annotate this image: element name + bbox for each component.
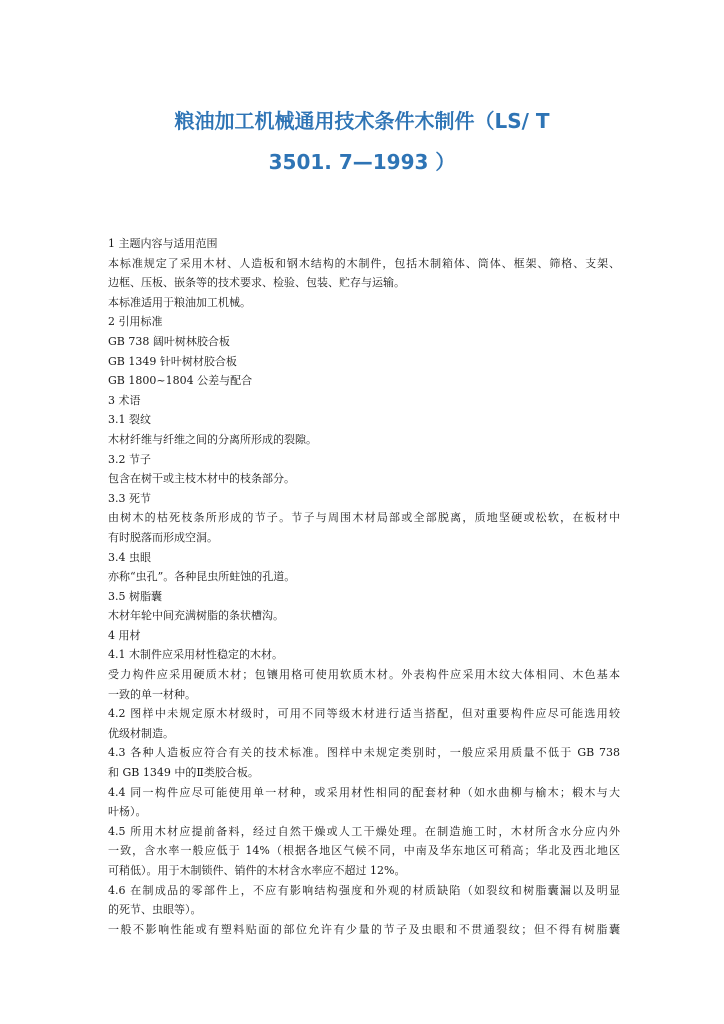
body-line: 3.3 死节 (108, 491, 151, 505)
body-line: 由树木的枯死枝条所形成的节子。节子与周围木材局部或全部脱离，质地坚硬或松软，在板材中 (108, 511, 620, 525)
body-line: 亦称“虫孔”。各种昆虫所蛀蚀的孔道。 (108, 570, 296, 584)
body-line: 4.4 同一构件应尽可能使用单一材种，或采用材性相同的配套材种（如水曲柳与榆木；椴木与大 (108, 785, 620, 799)
body-line: 4.5 所用木材应提前备料，经过自然干燥或人工干燥处理。在制造施工时，木材所含水分应内外 (108, 824, 620, 838)
body-line: 的死节、虫眼等）。 (108, 903, 202, 917)
body-line: 边框、压板、嵌条等的技术要求、检验、包装、贮存与运输。 (108, 276, 405, 290)
body-line: 3 术语 (108, 393, 141, 407)
body-line: 包含在树干或主枝木材中的枝条部分。 (108, 472, 295, 486)
body-line: 4.1 木制件应采用材性稳定的木材。 (108, 648, 283, 662)
body-line: 木材年轮中间充满树脂的条状槽沟。 (108, 609, 284, 623)
body-line: 木材纤维与纤维之间的分离所形成的裂隙。 (108, 432, 317, 446)
body-line: 本标准适用于粮油加工机械。 (108, 295, 251, 309)
body-line: 3.2 节子 (108, 452, 151, 466)
document-title-line-2: 3501. 7—1993 ） (268, 150, 456, 174)
body-line: 有时脱落而形成空洞。 (108, 530, 218, 544)
body-line: 一致，含水率一般应低于 14%（根据各地区气候不同，中南及华东地区可稍高；华北及西北地区 (108, 844, 620, 858)
body-line: 3.5 树脂囊 (108, 589, 162, 603)
body-line: 4.3 各种人造板应符合有关的技术标准。图样中未规定类别时，一般应采用质量不低于 GB 738 (108, 746, 620, 760)
body-line: 本标准规定了采用木材、人造板和钢木结构的木制件，包括木制箱体、筒体、框架、筛格、支架、 (108, 256, 620, 270)
body-line: GB 1800~1804 公差与配合 (108, 374, 253, 388)
body-line: 叶杨）。 (108, 805, 147, 819)
body-line: 和 GB 1349 中的Ⅱ类胶合板。 (108, 766, 259, 780)
body-line: 可稍低）。用于木制锁件、销件的木材含水率应不超过 12%。 (108, 864, 406, 877)
document-title-line-1: 粮油加工机械通用技术条件木制件（LS/ T (174, 109, 550, 133)
body-line: 1 主题内容与适用范围 (108, 237, 218, 250)
body-line: 受力构件应采用硬质木材；包镶用格可使用软质木材。外表构件应采用木纹大体相同、木色基本 (108, 668, 620, 682)
body-line: 优级材制造。 (108, 726, 174, 740)
body-line: 3.4 虫眼 (108, 550, 151, 564)
body-line: 2 引用标准 (108, 315, 163, 329)
document-body (108, 234, 620, 939)
body-line: GB 738 阔叶树林胶合板 (108, 334, 230, 348)
body-line: 4.2 图样中未规定原木材级时，可用不同等级木材进行适当搭配，但对重要构件应尽可能选用较 (108, 707, 620, 721)
body-line: 4.6 在制成品的零部件上，不应有影响结构强度和外观的材质缺陷（如裂纹和树脂囊漏以及明显 (108, 883, 620, 897)
body-line: 3.1 裂纹 (108, 413, 151, 427)
body-line: 一般不影响性能或有塑料贴面的部位允许有少量的节子及虫眼和不贯通裂纹；但不得有树脂囊 (108, 922, 620, 936)
body-line: GB 1349 针叶树材胶合板 (108, 354, 237, 368)
body-line: 4 用材 (108, 628, 141, 642)
body-line: 一致的单一材种。 (108, 687, 196, 701)
